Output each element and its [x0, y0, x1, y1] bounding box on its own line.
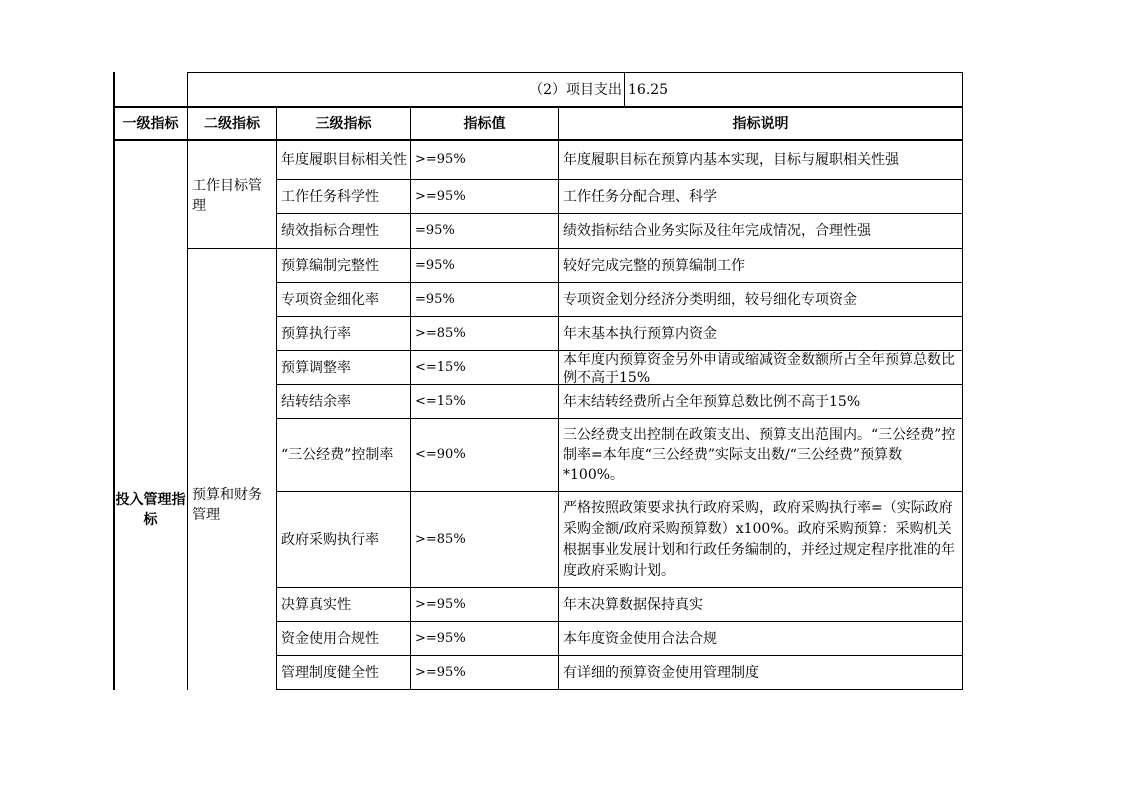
row-description: 本年度资金使用合法合规	[563, 630, 717, 647]
grid-line	[276, 689, 963, 690]
row-description: 严格按照政策要求执行政府采购，政府采购执行率=（实际政府采购金额/政府采购预算数）x100%。政府采购预算：采购机关根据事业发展计划和行政任务编制的，并经过规定程序批准的年度政府采购计划。	[563, 499, 955, 579]
row-value: >=95%	[415, 152, 466, 167]
header-description: 指标说明	[732, 115, 789, 132]
row-description: 绩效指标结合业务实际及往年完成情况，合理性强	[563, 223, 871, 239]
row-indicator: 预算调整率	[281, 359, 351, 376]
row-value: =95%	[415, 291, 455, 307]
row-description: 较好完成完整的预算编制工作	[563, 257, 745, 274]
row-value: >=95%	[415, 630, 466, 646]
row-description: 年末决算数据保持真实	[563, 596, 703, 613]
row-description: 有详细的预算资金使用管理制度	[563, 664, 759, 681]
level1-indicator: 投入管理指标	[115, 492, 186, 528]
row-indicator: “三公经费”控制率	[281, 447, 394, 463]
row-indicator: 工作任务科学性	[281, 188, 379, 205]
row-indicator: 资金使用合规性	[281, 630, 379, 647]
row-indicator: 结转结余率	[281, 393, 351, 410]
row-value: >=85%	[415, 531, 466, 547]
row-indicator: 预算编制完整性	[281, 257, 379, 274]
row-description: 工作任务分配合理、科学	[563, 188, 717, 205]
grid-line	[187, 72, 188, 690]
project-expense-value: 16.25	[628, 81, 669, 98]
row-description: 年度履职目标在预算内基本实现，目标与履职相关性强	[563, 152, 899, 168]
header-level3: 三级指标	[315, 115, 372, 132]
row-value: <=90%	[415, 447, 466, 462]
project-expense-label: （2）项目支出	[529, 81, 622, 98]
row-indicator: 绩效指标合理性	[281, 223, 379, 239]
row-description: 年末基本执行预算内资金	[563, 325, 717, 342]
row-value: =95%	[415, 223, 455, 238]
header-level2: 二级指标	[204, 115, 260, 132]
grid-line	[962, 72, 963, 690]
header-value: 指标值	[463, 115, 506, 132]
row-value: =95%	[415, 257, 455, 273]
row-description: 年末结转经费所占全年预算总数比例不高于15%	[563, 393, 861, 410]
row-value: >=95%	[415, 188, 466, 204]
row-indicator: 预算执行率	[281, 325, 351, 342]
level2-group-work-target: 工作目标管理	[192, 178, 262, 214]
row-value: >=85%	[415, 325, 466, 341]
header-level1: 一级指标	[122, 115, 179, 132]
row-description: 本年度内预算资金另外申请或缩减资金数额所占全年预算总数比例不高于15%	[563, 352, 955, 384]
level2-group-budget-finance: 预算和财务管理	[192, 487, 262, 523]
row-indicator: 决算真实性	[281, 596, 351, 613]
row-value: >=95%	[415, 664, 466, 680]
grid-line	[113, 72, 115, 690]
row-description: 专项资金划分经济分类明细，较号细化专项资金	[563, 291, 857, 308]
row-value: <=15%	[415, 393, 466, 409]
row-indicator: 专项资金细化率	[281, 291, 379, 308]
row-indicator: 政府采购执行率	[281, 531, 379, 548]
row-description: 三公经费支出控制在政策支出、预算支出范围内。“三公经费”控制率=本年度“三公经费”实际支出数/“三公经费”预算数*100%。	[563, 427, 956, 483]
row-value: <=15%	[415, 359, 466, 375]
row-indicator: 年度履职目标相关性	[281, 152, 407, 168]
row-indicator: 管理制度健全性	[281, 664, 379, 681]
row-value: >=95%	[415, 596, 466, 612]
